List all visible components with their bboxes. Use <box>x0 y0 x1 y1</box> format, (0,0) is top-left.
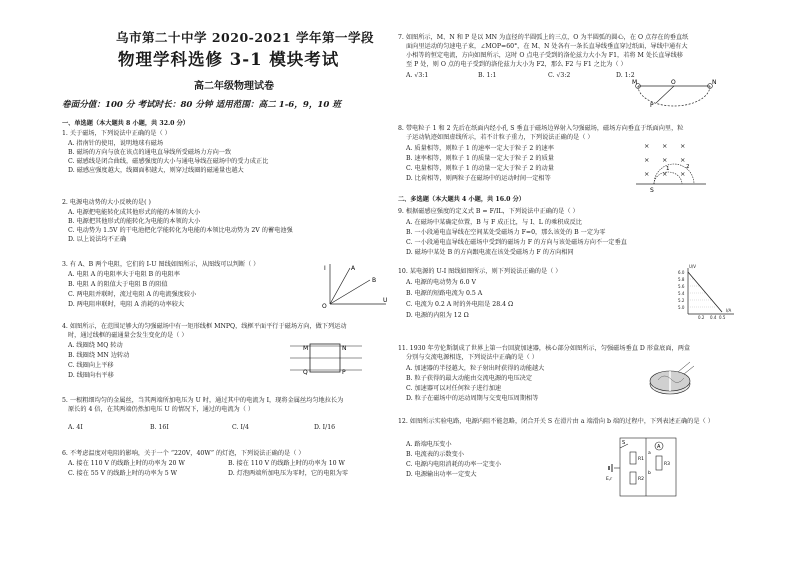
q7-label-p: P <box>650 102 654 109</box>
q12-label-b: b <box>648 471 651 476</box>
svg-text:×: × <box>644 156 650 164</box>
q4-label-n: N <box>342 345 347 352</box>
svg-text:×: × <box>662 142 668 150</box>
q5-opt-c[interactable]: C. I/4 <box>232 424 249 431</box>
q8-label-s: S <box>650 187 654 194</box>
q12-opt-c[interactable]: C. 电源内电阻消耗的功率一定变小 <box>406 461 502 468</box>
q10-tick-x2: 0.4 <box>710 315 717 320</box>
q11-opt-d[interactable]: D. 粒子在磁场中的运动周期与交变电压周期相等 <box>406 395 539 402</box>
q9-opt-b[interactable]: B. 一小段通电直导线在空间某处受磁场力 F=0，那么该处的 B 一定为零 <box>406 229 606 236</box>
q6-opt-d[interactable]: D. 灯泡两端所加电压为零时，它的电阻为零 <box>228 470 349 477</box>
q9-opt-a[interactable]: A. 在磁场中某确定位置，B 与 F 成正比，与 I、L 的乘积成反比 <box>406 219 582 226</box>
grade-line: 高二年级物理试卷 <box>194 81 274 92</box>
q1-opt-b[interactable]: B. 磁场的方向与放在该点的通电直导线所受磁场力方向一致 <box>68 149 232 156</box>
q7-opt-d[interactable]: D. 1:2 <box>616 72 635 79</box>
q12-label-s: S <box>622 440 626 446</box>
q6-opt-a[interactable]: A. 接在 110 V 的线路上时的功率为 20 W <box>68 460 185 467</box>
q11-stem: 11. 1930 年劳伦斯制成了世界上第一台回旋加速器，核心部分如图所示，匀强磁场垂直 D 形盒底面，两盒 <box>398 345 691 352</box>
q2-stem: 2. 电源电动势的大小反映的是( ) <box>62 199 151 206</box>
section-multi: 二、多选题（本大题共 4 小题，共 16.0 分） <box>398 196 525 203</box>
q8-stem: 8. 带电粒子 1 和 2 先后在纸面内经小孔 S 垂直于磁场边界射入匀强磁场，磁场方向垂直于纸面向里，粒 <box>398 125 684 132</box>
q3-axis-i: I <box>324 265 326 272</box>
q12-opt-b[interactable]: B. 电流表的示数变小 <box>406 451 464 458</box>
q4-loop-figure <box>290 340 362 376</box>
svg-text:×: × <box>662 170 668 178</box>
svg-text:×: × <box>680 156 686 164</box>
q1-opt-c[interactable]: C. 磁感线是闭合曲线，磁感强度的大小与通电导线在磁场中的受力成正比 <box>68 158 269 165</box>
q12-label-r2: R2 <box>638 477 644 482</box>
q7-label-m: M <box>632 79 638 86</box>
q10-tick-x3: 0.5 <box>719 315 726 320</box>
q8-label-1: 1 <box>666 166 670 172</box>
q12-stem: 12. 如图所示实验电路，电源内阻不能忽略，闭合开关 S 在滑片由 a 端滑向 b 端的过程中，下列表述正确的是（ ） <box>398 418 714 425</box>
q4-opt-a[interactable]: A. 线圈绕 MQ 转动 <box>68 342 123 349</box>
q4-opt-b[interactable]: B. 线圈绕 MN 边转动 <box>68 352 130 359</box>
q12-opt-a[interactable]: A. 路端电压变小 <box>406 441 452 448</box>
q12-opt-d[interactable]: D. 电源输出功率一定变大 <box>406 471 477 478</box>
q5-opt-a[interactable]: A. 4I <box>68 424 83 431</box>
q10-ui-graph <box>676 264 736 320</box>
q3-opt-d[interactable]: D. 两电阻串联时，电阻 A 消耗的功率较大 <box>68 301 185 308</box>
q10-tick-y6: 5.0 <box>678 305 685 310</box>
q7-semicircle-figure <box>632 78 716 108</box>
q1-stem: 1. 关于磁场，下列说法中正确的是（ ） <box>62 130 171 137</box>
q4-label-m: M <box>303 345 309 352</box>
q6-opt-c[interactable]: C. 接在 55 V 的线路上时的功率为 5 W <box>68 470 177 477</box>
q8-label-2: 2 <box>686 164 690 170</box>
svg-text:×: × <box>644 142 650 150</box>
q2-opt-b[interactable]: B. 电源把其他形式的能转化为电能的本领的大小 <box>68 218 201 225</box>
q1-opt-d[interactable]: D. 磁感应强度越大，线圈面积越大，则穿过线圈的磁通量也越大 <box>68 167 244 174</box>
q12-circuit-figure <box>606 434 682 500</box>
q5-opt-d[interactable]: D. I/16 <box>314 424 336 431</box>
q4-label-p: P <box>342 369 346 376</box>
svg-text:×: × <box>680 170 686 178</box>
q12-label-r1: R1 <box>638 457 644 462</box>
q2-opt-c[interactable]: C. 电动势为 1.5V 的干电池把化学能转化为电能的本领比电动势为 2V 的蓄电池强 <box>68 227 293 234</box>
q11-cyclotron-figure <box>648 360 696 400</box>
q7-opt-b[interactable]: B. 1:1 <box>478 72 497 79</box>
q5-opt-b[interactable]: B. 16I <box>150 424 169 431</box>
q10-opt-d[interactable]: D. 电源的内阻为 12 Ω <box>406 312 469 319</box>
q3-origin: O <box>322 303 327 310</box>
q11-opt-b[interactable]: B. 粒子获得的最大动能由交流电源的电压决定 <box>406 375 533 382</box>
q7-stem: 7. 如图所示，M、N 和 P 是以 MN 为直径的半圆弧上的三点，O 为半圆弧的圆心，在 O 点存在的垂直纸 <box>398 34 689 41</box>
q10-opt-b[interactable]: B. 电源的短路电流为 0.5 A <box>406 290 483 297</box>
q9-opt-d[interactable]: D. 磁场中某处 B 的方向跟电流在该处受磁场力 F 的方向相同 <box>406 249 574 256</box>
q1-opt-a[interactable]: A. 指南针的使用，说明地球有磁场 <box>68 140 164 147</box>
q8-opt-d[interactable]: D. 比荷相等，则两粒子在磁场中的运动时间一定相等 <box>406 175 551 182</box>
q4-stem: 4. 如图所示，在范围足够大的匀强磁场中有一矩形线框 MNPQ，线框平面平行于磁场方向，做下列运动 <box>62 323 347 330</box>
q10-tick-y1: 6.0 <box>678 270 685 275</box>
q6-stem: 6. 不考虑温度对电阻的影响，关于一个 “220V，40W” 的灯泡，下列说法正确的是（ ） <box>62 450 305 457</box>
q4-opt-d[interactable]: D. 线圈向右平移 <box>68 372 114 379</box>
q12-label-r3: R3 <box>664 462 670 467</box>
exam-meta: 卷面分值：100 分 考试时长：80 分钟 适用范围：高二 1-6，9，10 班 <box>62 100 341 110</box>
q2-opt-d[interactable]: D. 以上说法均不正确 <box>68 236 127 243</box>
q12-label-er: E,r <box>606 477 613 482</box>
q12-label-ammeter: A <box>657 444 661 450</box>
svg-text:×: × <box>662 156 668 164</box>
q8-opt-b[interactable]: B. 速率相等，则粒子 1 的质量一定大于粒子 2 的质量 <box>406 155 554 162</box>
q3-opt-c[interactable]: C. 两电阻并联时，流过电阻 A 的电流强度较小 <box>68 291 197 298</box>
q5-stem2: 原长的 4 倍，在其两端仍然加电压 U 的情况下，通过的电流为（ ） <box>68 406 255 413</box>
q10-stem: 10. 某电源的 U-I 图线如图所示，则下列说法正确的是（ ） <box>398 268 562 275</box>
q3-axis-u: U <box>383 297 388 304</box>
q8-opt-a[interactable]: A. 质量相等，则粒子 1 的速率一定大于粒子 2 的速率 <box>406 145 554 152</box>
q7-stem3: 小相等的恒定电流，方向如图所示，这时 O 点电子受到的洛伦兹力大小为 F1，若将 M 处长直导线移 <box>406 52 683 59</box>
svg-text:×: × <box>644 170 650 178</box>
q8-opt-c[interactable]: C. 电量相等，则粒子 1 的动量一定大于粒子 2 的动量 <box>406 165 554 172</box>
q10-axis-i: I/A <box>726 308 732 313</box>
q3-stem: 3. 有 A、B 两个电阻，它们的 I-U 图线如图所示，从图线可以判断（ ） <box>62 261 260 268</box>
q11-stem2: 分别与交流电源相连，下列说法中正确的是（ ） <box>406 354 538 361</box>
q10-axis-u: U/V <box>689 264 697 269</box>
q10-tick-y2: 5.8 <box>678 277 685 282</box>
q3-label-b: B <box>372 277 377 284</box>
q3-iu-graph <box>320 262 390 308</box>
exam-title: 物理学科选修 3-1 模块考试 <box>118 50 340 69</box>
section-single: 一、单选题（本大题共 8 小题，共 32.0 分） <box>62 120 189 127</box>
q10-tick-y4: 5.4 <box>678 291 685 296</box>
q9-opt-c[interactable]: C. 一小段通电直导线在磁场中受到的磁场力 F 的方向与该处磁场方向不一定垂直 <box>406 239 627 246</box>
svg-text:×: × <box>680 142 686 150</box>
q10-tick-y3: 5.6 <box>678 284 685 289</box>
q2-opt-a[interactable]: A. 电源把电能转化成其他形式的能的本领的大小 <box>68 209 201 216</box>
q10-opt-c[interactable]: C. 电流为 0.2 A 时的外电阻是 28.4 Ω <box>406 301 514 308</box>
q7-opt-a[interactable]: A. √3:1 <box>406 72 429 79</box>
q3-opt-b[interactable]: B. 电阻 A 的阻值大于电阻 B 的阻值 <box>68 281 168 288</box>
q3-label-a: A <box>351 265 356 272</box>
q7-label-n: N <box>712 79 717 86</box>
q11-opt-a[interactable]: A. 加速器的半径越大，粒子射出时获得的动能越大 <box>406 365 545 372</box>
q11-opt-c[interactable]: C. 加速器可以对任何粒子进行加速 <box>406 385 502 392</box>
q7-stem4: 至 P 处，则 O 点的电子受到的洛伦兹力大小为 F2，那么 F2 与 F1 之比为（ ） <box>406 61 627 68</box>
q10-tick-y5: 5.2 <box>678 298 685 303</box>
q8-magnetic-field-figure <box>636 140 706 196</box>
q4-label-q: Q <box>303 369 308 376</box>
q12-label-a: a <box>648 451 651 456</box>
q5-stem: 5. 一根粗细均匀的金属丝，当其两端所加电压为 U 时，通过其中的电流为 I，现将金属丝均匀地拉长为 <box>62 397 344 404</box>
q10-tick-x1: 0.2 <box>698 315 705 320</box>
school-line: 乌市第二十中学 2020-2021 学年第一学段 <box>116 30 374 45</box>
q7-opt-c[interactable]: C. √3:2 <box>548 72 571 79</box>
q4-opt-c[interactable]: C. 线圈向上平移 <box>68 362 114 369</box>
q7-stem2: 面向里运动的匀速电子束，∠MOP=60°，在 M、N 处各有一条长直导线垂直穿过纸面，导线中通有大 <box>406 43 688 50</box>
q10-opt-a[interactable]: A. 电源的电动势为 6.0 V <box>406 279 476 286</box>
q8-stem2: 子运动轨迹如图虚线所示，若不计粒子重力，下列说法正确的是（ ） <box>406 134 594 141</box>
q4-stem2: 时，通过线框的磁通量会发生变化的是（ ） <box>68 332 188 339</box>
q9-stem: 9. 根据磁感应强度的定义式 B = F/IL，下列说法中正确的是（ ） <box>398 208 579 215</box>
q7-label-o: O <box>671 79 676 86</box>
q3-opt-a[interactable]: A. 电阻 A 的电阻率大于电阻 B 的电阻率 <box>68 271 180 278</box>
q6-opt-b[interactable]: B. 接在 110 V 的线路上时的功率为 10 W <box>228 460 345 467</box>
